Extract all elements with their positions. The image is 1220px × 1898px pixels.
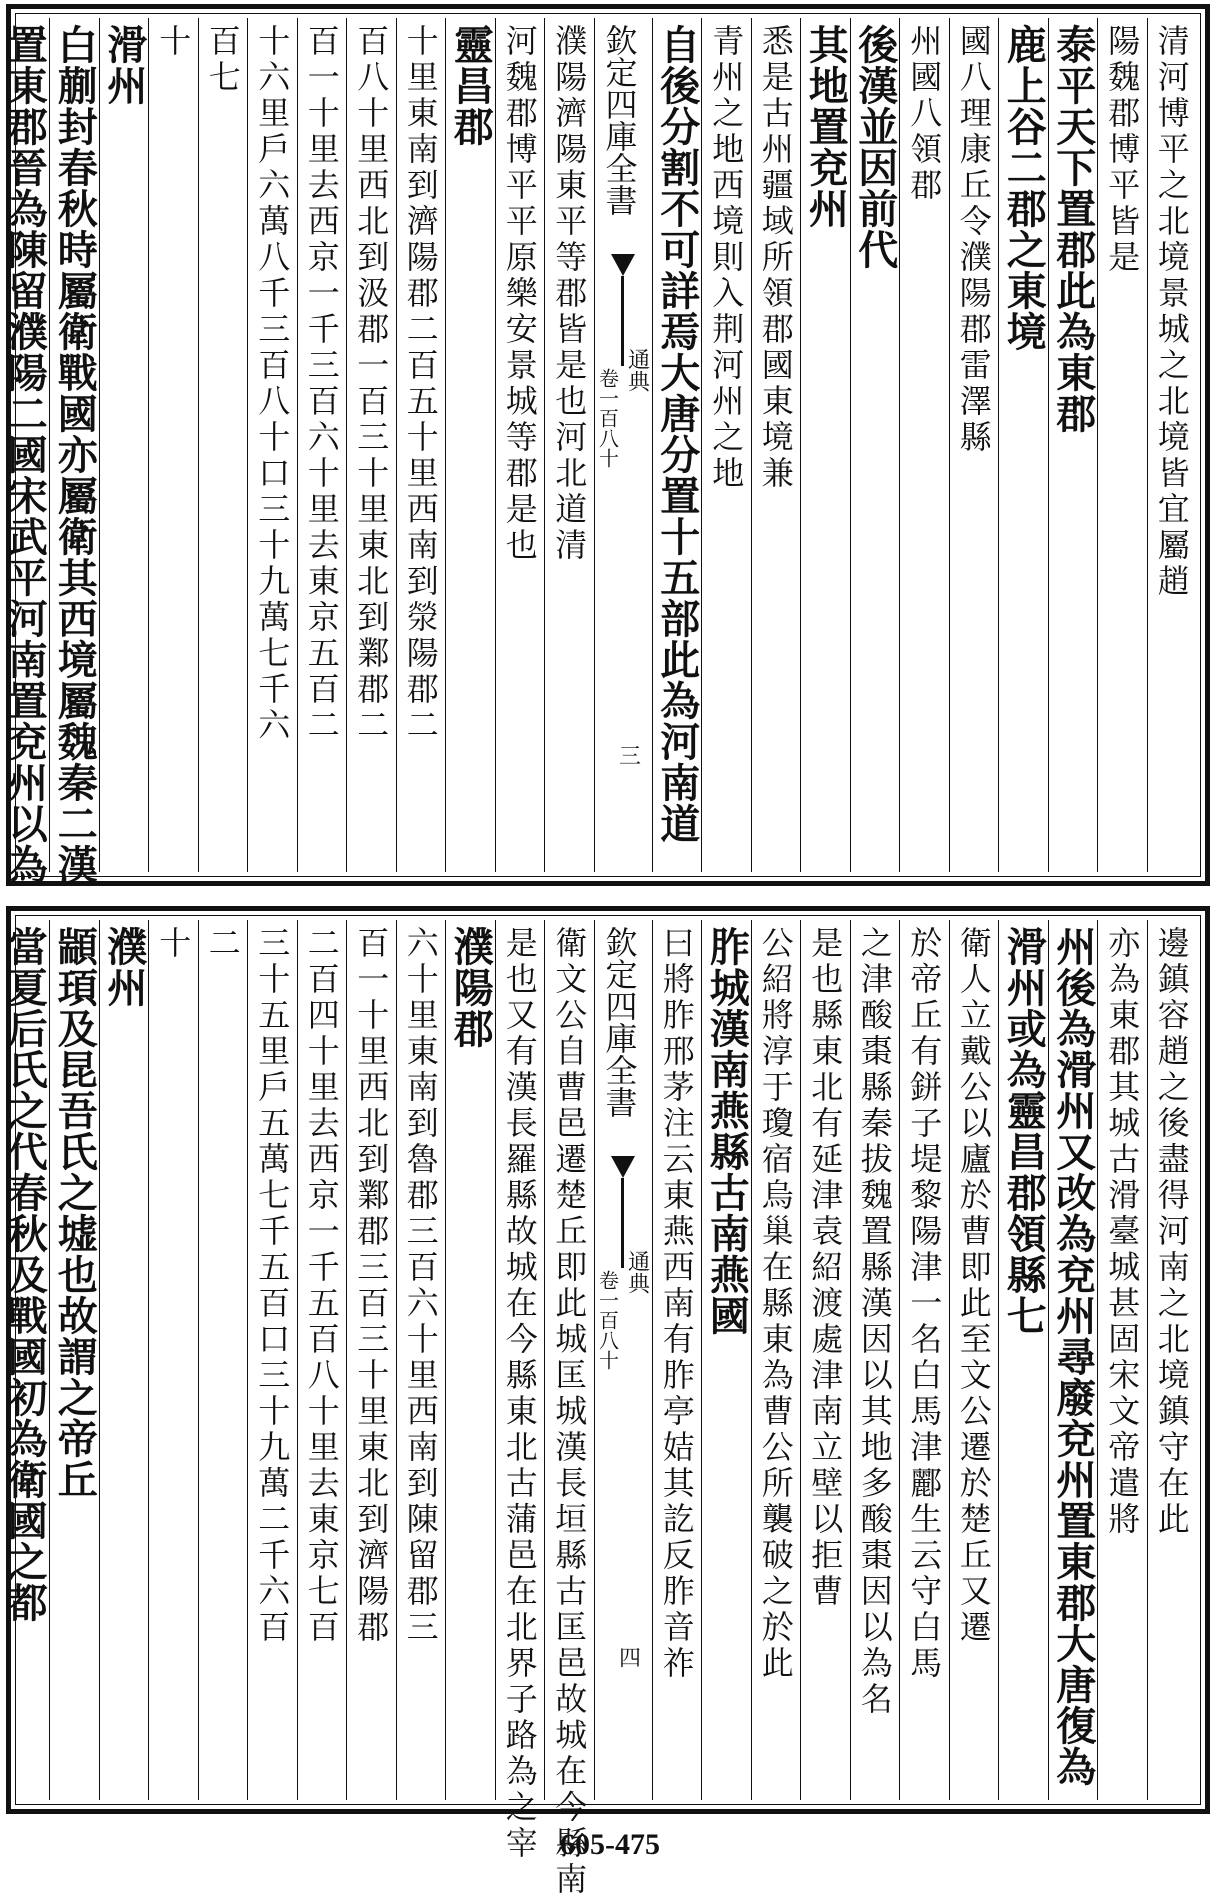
text-column [0,920,49,1800]
annotation-text: 國八理康丘令濮陽郡雷澤縣 [954,24,993,456]
source-title: 通典 [624,1250,650,1294]
annotation-text: 十 [154,24,193,60]
book-title: 欽定四庫全書 [600,926,639,1118]
fishtail-mark [611,254,635,276]
annotation-text: 之津酸棗縣秦拔魏置縣漢因以其地多酸棗因以為名 [855,926,894,1718]
annotation-text: 衛文公自曹邑遷楚丘即此城匡城漢長垣縣古匡邑故城在今縣南 [550,926,589,1898]
main-text: 靈昌郡 [447,24,495,147]
annotation-text: 亦為東郡其城古滑臺城甚固宋文帝遣將 [1103,926,1142,1538]
page-footer-number: 605-475 [560,1828,660,1861]
text-column [247,18,297,872]
annotation-text: 公紹將淳于瓊宿烏巢在縣東為曹公所襲破之於此 [756,926,795,1682]
text-column [495,18,545,872]
annotation-text: 陽魏郡博平皆是 [1103,24,1142,276]
text-column [1097,920,1147,1800]
text-column [800,18,850,872]
main-text: 後漢並因前代 [851,24,899,270]
main-text: 濮州 [100,926,148,1008]
annotation-text: 濮陽濟陽東平等郡皆是也河北道清 [550,24,589,564]
annotation-text: 於帝丘有鉼子堤黎陽津一名白馬津酈生云守白馬 [905,926,944,1682]
top-page-columns [1,18,1196,885]
annotation-text: 六十里東南到魯郡三百六十里西南到陳留郡三 [401,926,440,1646]
fishtail-mark [611,1156,635,1178]
text-column [998,18,1048,872]
main-text: 當夏后氏之代春秋及戰國初為衛國之都 [1,926,49,1623]
text-column [850,18,900,872]
main-text: 白蒯封春秋時屬衛戰國亦屬衛其西境屬魏秦二漢 [51,24,99,885]
volume-label: 卷一百八十 [595,368,620,468]
annotation-text: 悉是古州疆域所領郡國東境兼 [756,24,795,492]
text-column [346,920,396,1800]
annotation-text: 青州之地西境則入荆河州之地 [707,24,746,492]
annotation-text: 是也又有漢長羅縣故城在今縣東北古蒲邑在北界子路為之宰 [500,926,539,1862]
annotation-text: 是也縣東北有延津袁紹渡處津南立壁以拒曹 [806,926,845,1610]
text-column [148,18,198,872]
text-column [0,18,49,885]
main-text: 州後為滑州又改為兗州尋廢兗州置東郡大唐復為 [1049,926,1097,1787]
text-column [949,18,999,872]
main-text: 泰平天下置郡此為東郡 [1049,24,1097,434]
leaf-number: 四 [615,1646,641,1668]
main-text: 胙城漢南燕縣古南燕國 [703,926,751,1336]
text-column [998,920,1048,1800]
annotation-text: 十六里戶六萬八千三百八十口三十九萬七千六 [253,24,292,744]
annotation-text: 二 [203,926,242,962]
text-column [1147,18,1197,872]
annotation-text: 河魏郡博平平原樂安景城等郡是也 [500,24,539,564]
book-title: 欽定四庫全書 [600,24,639,216]
text-column [198,18,248,872]
main-text: 濮陽郡 [447,926,495,1049]
text-column [751,920,801,1800]
fold-line [621,276,624,366]
text-column [1147,920,1197,1800]
source-title: 通典 [624,348,650,392]
text-column [701,920,751,1800]
main-text: 滑州 [100,24,148,106]
annotation-text: 曰將胙邢茅注云東燕西南有胙亭姞其訖反胙音祚 [657,926,696,1682]
text-column [445,18,495,872]
text-column [850,920,900,1800]
text-column [297,18,347,872]
text-column [701,18,751,872]
center-fold [594,18,652,872]
text-column [396,920,446,1800]
text-column [1097,18,1147,872]
text-column [148,920,198,1800]
annotation-text: 邊鎮容趙之後盡得河南之北境鎮守在此 [1152,926,1191,1538]
text-column [1048,18,1098,872]
annotation-text: 三十五里戶五萬七千五百口三十九萬二千六百 [253,926,292,1646]
center-fold [594,920,652,1800]
text-column [49,920,99,1800]
annotation-text: 二百四十里去西京一千五百八十里去東京七百 [302,926,341,1646]
text-column [544,920,594,1898]
text-column [751,18,801,872]
main-text: 鹿上谷二郡之東境 [1000,24,1048,352]
annotation-text: 州國八領郡 [905,24,944,204]
text-column [800,920,850,1800]
text-column [445,920,495,1800]
text-column [396,18,446,872]
top-page [1,4,1210,886]
annotation-text: 百一十里西北到鄴郡三百三十里東北到濟陽郡 [352,926,391,1646]
leaf-number: 三 [615,744,641,766]
text-column [297,920,347,1800]
text-column [49,18,99,885]
text-column [899,18,949,872]
text-column [99,920,149,1800]
annotation-text: 百一十里去西京一千三百六十里去東京五百二 [302,24,341,744]
annotation-text: 十 [154,926,193,962]
text-column [346,18,396,872]
text-column [495,920,545,1862]
text-column [652,920,702,1800]
text-column [99,18,149,872]
text-column [544,18,594,872]
annotation-text: 清河博平之北境景城之北境皆宜屬趙 [1152,24,1191,600]
main-text: 滑州或為靈昌郡領縣七 [1000,926,1048,1336]
text-column [247,920,297,1800]
volume-label: 卷一百八十 [595,1270,620,1370]
text-column [1048,920,1098,1800]
text-column [949,920,999,1800]
annotation-text: 百七 [203,24,242,96]
annotation-text: 百八十里西北到汲郡一百三十里東北到鄴郡二 [352,24,391,744]
annotation-text: 衛人立戴公以廬於曹即此至文公遷於楚丘又遷 [954,926,993,1646]
text-column [652,18,702,872]
fold-line [621,1178,624,1268]
main-text: 自後分割不可詳焉大唐分置十五部此為河南道 [653,24,701,844]
main-text: 置東郡晉為陳留濮陽二國宋武平河南置兗州以為 [1,24,49,885]
main-text: 其地置兗州 [802,24,850,229]
text-column [899,920,949,1800]
annotation-text: 十里東南到濟陽郡二百五十里西南到滎陽郡二 [401,24,440,744]
text-column [198,920,248,1800]
main-text: 顓頊及昆吾氏之墟也故謂之帝丘 [51,926,99,1500]
